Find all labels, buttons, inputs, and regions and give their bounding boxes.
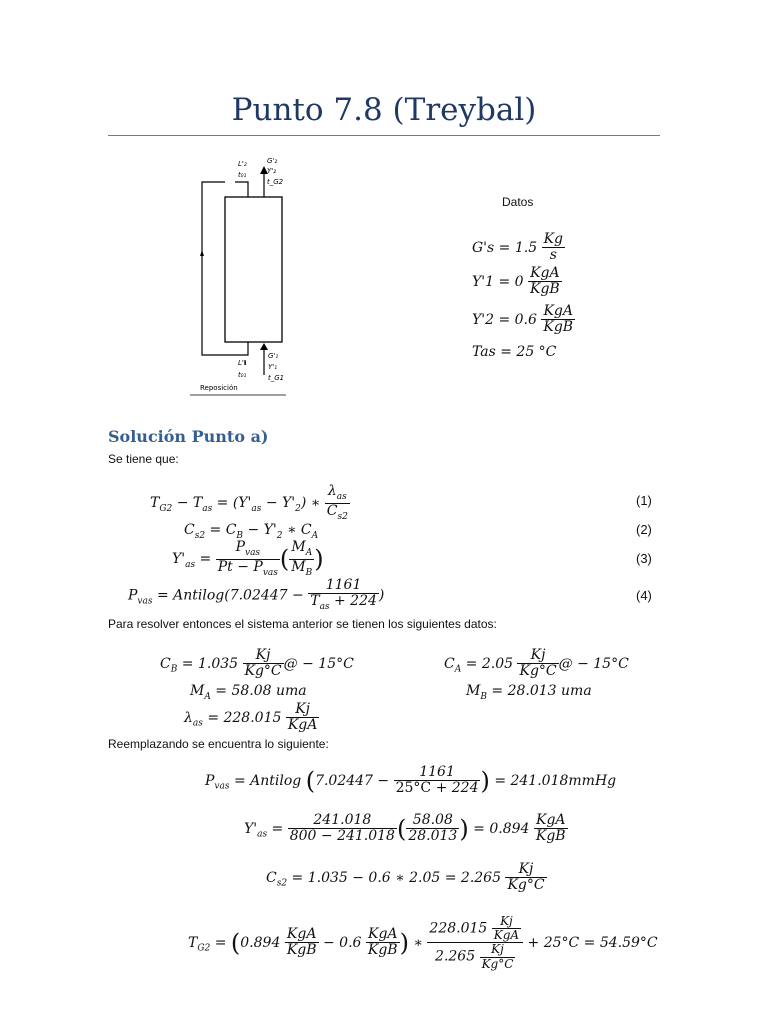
datos-tas: Tas = 25 °C xyxy=(472,344,557,360)
equation-2-number: (2) xyxy=(636,522,652,537)
svg-text:G'₁: G'₁ xyxy=(268,352,279,360)
const-ca: $C_A = 2.05$ $\frac{Kj}{Kg^\circ C}$ @ − 15°C xyxy=(444,647,629,680)
result-cs2: $C_{s2} = 1.035 - 0.6$ ∗ 2.05 = 2.265 $\frac{Kj}{Kg^\circ C}$ xyxy=(266,861,545,894)
svg-text:Y'₁: Y'₁ xyxy=(268,363,278,371)
intro-text: Se tiene que: xyxy=(108,452,179,466)
section-heading: Solución Punto a) xyxy=(108,427,269,446)
svg-text:t₀₁: t₀₁ xyxy=(238,171,247,179)
svg-text:t_G2: t_G2 xyxy=(267,178,284,186)
tower-diagram xyxy=(190,150,310,400)
datos-y2: Y'2 = 0.6 $\frac{\text{KgA}}{\text{KgB}}$ xyxy=(472,303,574,336)
svg-text:L'₁: L'₁ xyxy=(238,359,247,367)
equation-1-number: (1) xyxy=(636,493,652,508)
svg-text:L'₂: L'₂ xyxy=(238,160,247,168)
equation-3-number: (3) xyxy=(636,551,652,566)
const-lambda: $\lambda_{as} = 228.015$ $\frac{Kj}{\text{KgA}}$ xyxy=(184,701,318,734)
equation-3: $Y'_{as}$ = $\frac{P_{vas}}{Pt - P_{vas}}$ ( $\frac{M_A}{M_B}$ ) xyxy=(172,539,324,578)
svg-text:G'₂: G'₂ xyxy=(267,157,278,165)
result-pvas: $P_{vas}$ = Antilog (7.02447 − $\frac{1161}{25^\circ C + 224}$ ) = 241.018mmHg xyxy=(205,764,617,797)
const-cb: $C_B = 1.035$ $\frac{Kj}{Kg^\circ C}$ @ − 15°C xyxy=(160,647,354,680)
equation-2: $C_{s2} = C_B - Y'_2$ ∗ $C_A$ xyxy=(184,522,319,541)
svg-text:t₀₁: t₀₁ xyxy=(238,371,247,379)
figure-caption: Reposición xyxy=(200,384,238,392)
page-title: Punto 7.8 (Treybal) xyxy=(231,92,537,128)
result-tg2: $T_{G2} = (0.894$ $\frac{\text{KgA}}{\text{KgB}}$ − 0.6 $\frac{\text{KgA}}{\text{KgB}}$ ) ∗ 228.015 $\frac{Kj}{\text{KgA}}$ 2.265 $\frac{Kj}{Kg^\circ C}$ + 25°C = 54.59°C xyxy=(188,914,658,971)
datos-gs: G's = 1.5 $\frac{Kg}{s}$ xyxy=(472,231,563,264)
equation-4: $P_{vas}$ = Antilog(7.02447 − $\frac{1161}{T_{as} + 224}$ ) xyxy=(128,577,385,613)
datos-y1: Y'1 = 0 $\frac{\text{KgA}}{\text{KgB}}$ xyxy=(472,265,560,298)
equation-4-number: (4) xyxy=(636,588,652,603)
const-mb: $M_B = 28.013$ uma xyxy=(466,683,592,702)
result-yas: $Y'_{as}$ = $\frac{241.018}{800 - 241.018}$ ( $\frac{58.08}{28.013}$ ) = 0.894 $\frac{\text{KgA}}{\text{KgB}}$ xyxy=(244,812,566,845)
title-divider xyxy=(108,135,660,136)
datos-heading: Datos xyxy=(502,195,534,209)
svg-text:t_G1: t_G1 xyxy=(268,374,285,382)
const-ma: $M_A = 58.08$ uma xyxy=(190,683,307,702)
equation-1: $T_{G2} - T_{as} = (Y'_{as} - Y'_2)$ ∗ $\frac{\lambda_{as}}{C_{s2}}$ xyxy=(150,483,348,522)
resolve-text: Para resolver entonces el sistema anterior se tienen los siguientes datos: xyxy=(108,617,497,631)
replace-text: Reemplazando se encuentra lo siguiente: xyxy=(108,737,329,751)
svg-text:Y'₂: Y'₂ xyxy=(267,167,277,175)
